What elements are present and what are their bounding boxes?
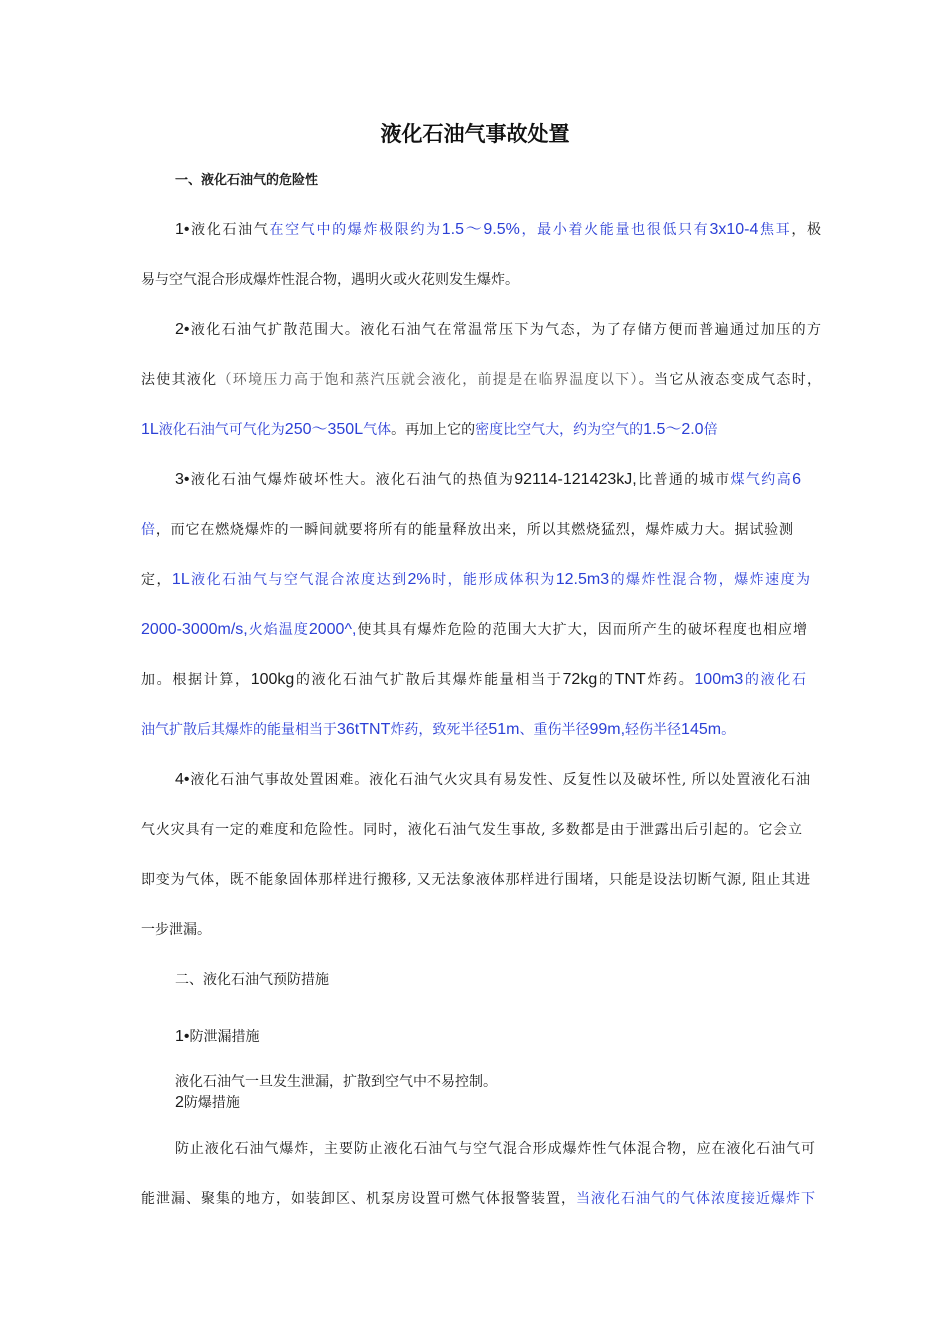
text-run: 液化石油气事故处置困难。液化石油气火灾具有易发性、反复性以及破坏性, 所以处置液化石油	[189, 772, 810, 788]
text-run: 二、液化石油气预防措施	[175, 972, 329, 988]
text-run: 1.5～2.0	[643, 421, 704, 438]
text-run: 液化石油气与空气混合浓度达到	[189, 572, 408, 588]
text-run: 、重伤半径	[519, 722, 590, 738]
paragraph-line	[141, 618, 807, 642]
paragraph-line	[141, 418, 821, 442]
text-run: 煤气约高	[730, 472, 793, 488]
paragraph-line	[141, 368, 821, 392]
text-run: 油气扩散后其爆炸的能量相当于	[141, 722, 337, 738]
text-run: ，极	[791, 222, 822, 238]
paragraph-line	[141, 868, 810, 892]
text-run: 36tTNT	[337, 721, 391, 738]
text-run: ，最小着火能量也很低只有	[519, 222, 710, 238]
text-run: 在空气中的爆炸极限约为	[269, 222, 442, 238]
text-run: 液化石油气扩散范围大。液化石油气在常温常压下为气态，为了存储方便而普遍通过加压的方	[189, 322, 821, 338]
text-run: 液化石油气爆炸破坏性大。液化石油气的热值为	[189, 472, 515, 488]
text-run: 4•	[175, 771, 190, 788]
text-run: 加。根据计算，	[141, 672, 251, 688]
text-run: 99m,	[589, 721, 626, 738]
paragraph-line	[175, 468, 801, 492]
paragraph-line	[141, 268, 821, 292]
paragraph-line	[141, 1187, 815, 1211]
text-run: 轻伤半径	[625, 722, 682, 738]
text-run: 防爆措施	[183, 1095, 240, 1111]
text-run: 。再加上它的	[391, 422, 476, 438]
text-run: 倍	[703, 422, 718, 438]
text-run: 的	[597, 672, 615, 688]
text-run: 炸药。	[645, 672, 695, 688]
text-run: 液化石油气可气化为	[158, 422, 285, 438]
text-run: 。	[721, 722, 736, 738]
text-run: 的液化石油气扩散后其爆炸能量相当于	[294, 672, 563, 688]
text-run: 1•	[175, 221, 190, 238]
text-run: 气火灾具有一定的难度和危险性。同时，液化石油气发生事故, 多数都是由于泄露出后引起的。它会立	[141, 822, 802, 838]
text-run: 3x10-4	[709, 221, 759, 238]
paragraph-line	[141, 518, 793, 542]
text-run: 2	[175, 1094, 184, 1111]
paragraph-line	[141, 568, 810, 592]
text-run: 100m3	[694, 671, 744, 688]
paragraph-line	[141, 668, 806, 692]
text-run: 的液化石	[743, 672, 807, 688]
text-run: 比普通的城市	[636, 472, 731, 488]
text-run: 145m	[681, 721, 722, 738]
paragraph-line	[175, 768, 810, 792]
subheading-explosion-prevention	[175, 1091, 855, 1115]
text-run: 定，	[141, 572, 172, 588]
section-heading-2	[175, 968, 855, 992]
text-run: 2%	[407, 571, 431, 588]
text-run: 液化石油气一旦发生泄漏，扩散到空气中不易控制。	[175, 1074, 497, 1090]
text-run: 一步泄漏。	[141, 922, 211, 938]
text-run: 即变为气体，既不能象固体那样进行搬移, 又无法象液体那样进行围堵，只能是设法切断气源, 阻止其进	[141, 872, 810, 888]
text-run: 2000-3000m/s,	[141, 621, 248, 638]
text-run: 100kg	[250, 671, 295, 688]
section-heading-1	[175, 168, 855, 193]
text-run: 火焰温度	[247, 622, 309, 638]
paragraph-line	[141, 718, 821, 742]
text-run: 3•	[175, 471, 190, 488]
text-run: 易与空气混合形成爆炸性混合物，遇明火或火花则发生爆炸。	[141, 272, 519, 288]
paragraph-line	[141, 818, 802, 842]
text-run: 6	[792, 471, 802, 488]
text-run: 2000^,	[308, 621, 357, 638]
text-run: 2•	[175, 321, 190, 338]
paragraph-line	[175, 218, 821, 242]
document-title: 液化石油气事故处置	[380, 122, 570, 146]
paragraph-line	[141, 918, 821, 942]
text-run: 12.5m3	[555, 571, 610, 588]
text-run: 92114-121423kJ,	[514, 471, 637, 488]
text-run: 当液化石油气的气体浓度接近爆炸下	[576, 1191, 815, 1207]
text-run: 1L	[171, 571, 190, 588]
text-run: 51m	[488, 721, 520, 738]
text-run: 1•	[175, 1028, 190, 1045]
text-run: 1.5～9.5%	[441, 221, 520, 238]
text-run: 250～350L	[284, 421, 364, 438]
text-run: 气体	[363, 422, 392, 438]
subheading-leak-prevention	[175, 1025, 855, 1049]
text-run: 法使其液化	[141, 372, 218, 388]
paragraph-line	[175, 1137, 815, 1161]
text-run: 能泄漏、聚集的地方，如装卸区、机泵房设置可燃气体报警装置，	[141, 1191, 576, 1207]
text-run: 倍	[141, 522, 156, 538]
text-run: 炸药，致死半径	[390, 722, 489, 738]
text-run: 72kg	[562, 671, 598, 688]
text-run: 液化石油气	[189, 222, 270, 238]
text-run: 防止液化石油气爆炸，主要防止液化石油气与空气混合形成爆炸性气体混合物，应在液化石油气可	[175, 1141, 815, 1157]
text-run: 1L	[141, 421, 159, 438]
text-run: 时，能形成体积为	[430, 572, 556, 588]
text-run: 密度比空气大，约为空气的	[475, 422, 644, 438]
text-run: （环境压力高于饱和蒸汽压就会液化，前提是在临界温度以下）	[217, 372, 639, 388]
text-run: 的爆炸性混合物，爆炸速度为	[609, 572, 811, 588]
text-run: 使其具有爆炸危险的范围大大扩大，因而所产生的破坏程度也相应增	[356, 622, 808, 638]
text-run: ，而它在燃烧爆炸的一瞬间就要将所有的能量释放出来，所以其燃烧猛烈，爆炸威力大。据试验测	[155, 522, 794, 538]
text-run: 。当它从液态变成气态时，	[638, 372, 822, 388]
paragraph-line	[175, 318, 821, 342]
text-run: 焦耳	[758, 222, 792, 238]
text-run: 防泄漏措施	[189, 1029, 260, 1045]
text-run: 一、液化石油气的危险性	[175, 173, 319, 188]
text-run: TNT	[614, 671, 646, 688]
